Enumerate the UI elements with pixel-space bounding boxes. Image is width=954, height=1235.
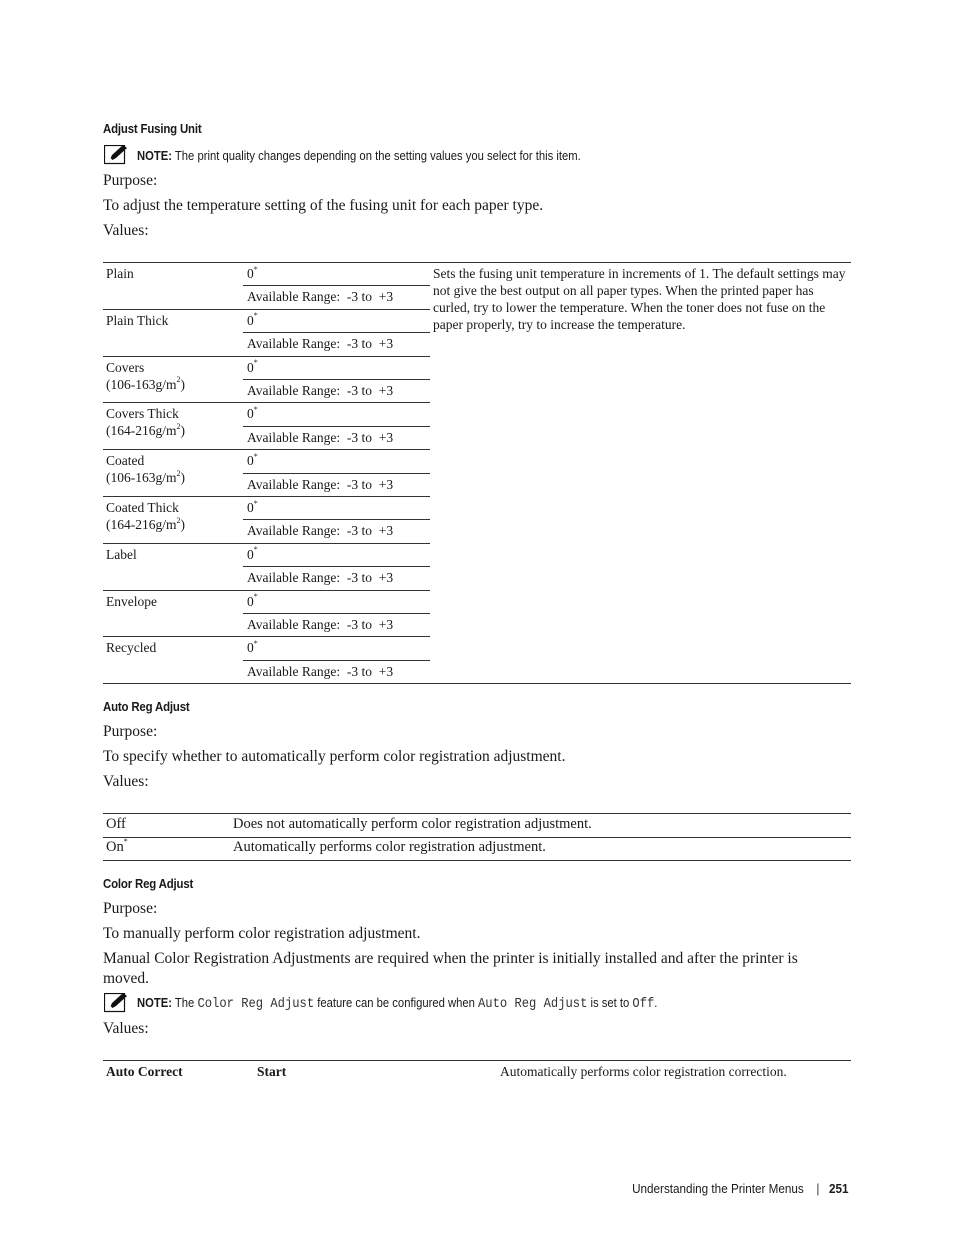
note-label: NOTE:	[137, 149, 173, 163]
default-asterisk: *	[253, 451, 258, 461]
table-rule	[243, 426, 430, 427]
default-asterisk: *	[253, 498, 258, 508]
paper-weight-range: (106-163g/m	[106, 376, 177, 392]
available-range: Available Range: -3 to +3	[247, 289, 394, 304]
table-rule	[243, 566, 430, 567]
paper-weight	[106, 469, 246, 486]
code-off: Off	[632, 997, 655, 1012]
purpose-label: Purpose:	[103, 723, 158, 740]
table-rule	[103, 449, 430, 450]
table-rule	[103, 813, 851, 814]
menu-item-value: Start	[257, 1064, 287, 1079]
superscript-2: 2	[176, 421, 181, 431]
available-range: Available Range: -3 to +3	[247, 617, 394, 632]
paragraph: Manual Color Registration Adjustments are required when the printer is initially installed and after the printer is moved.	[103, 950, 798, 987]
default-asterisk: *	[253, 404, 258, 414]
default-value	[247, 359, 258, 376]
superscript-2: 2	[176, 375, 181, 385]
paper-weight-close: )	[180, 470, 185, 486]
paper-type-name: Covers Thick	[106, 406, 179, 422]
table-row	[106, 816, 126, 833]
option-name: On	[106, 839, 124, 855]
default-value	[247, 593, 258, 610]
default-asterisk: *	[253, 638, 258, 648]
available-range: Available Range: -3 to +3	[247, 523, 394, 538]
paper-type-name: Plain Thick	[106, 312, 169, 328]
option-description: Automatically performs color registration adjustment.	[233, 839, 546, 855]
footer-title: Understanding the Printer Menus	[632, 1181, 804, 1196]
page-number: 251	[829, 1181, 849, 1196]
paper-weight-range: (164-216g/m	[106, 517, 177, 532]
note	[137, 149, 581, 163]
values-label: Values:	[103, 222, 149, 239]
default-value-number: 0	[247, 640, 254, 656]
paper-type-cell	[106, 593, 246, 610]
default-value-number: 0	[247, 312, 254, 328]
available-range: Available Range: -3 to +3	[247, 477, 394, 492]
fusing-description: Sets the fusing unit temperature in increments of 1. The default settings may not give the best output on all paper types. When the printed paper has curled, try to lower the temperature. When the toner does not fuse on the paper properly, try to increase the temperature.	[433, 266, 846, 332]
paper-weight	[106, 516, 246, 533]
default-value-number: 0	[247, 266, 254, 281]
paper-type-cell	[106, 639, 246, 656]
table-rule	[103, 860, 851, 861]
table-rule	[103, 1060, 851, 1061]
purpose-label: Purpose:	[103, 172, 158, 189]
option-description: Does not automatically perform color registration adjustment.	[233, 816, 592, 832]
code-auto-reg-adjust: Auto Reg Adjust	[478, 997, 588, 1012]
note-text: The print quality changes depending on the setting values you select for this item.	[174, 149, 581, 163]
paper-type-name: Plain	[106, 266, 134, 281]
purpose-text: To specify whether to automatically perform color registration adjustment.	[103, 748, 566, 765]
paper-type-cell	[106, 499, 246, 533]
section-heading: Color Reg Adjust	[103, 876, 194, 891]
default-value-number: 0	[247, 359, 254, 375]
paper-weight-close: )	[180, 423, 185, 439]
section-heading: Auto Reg Adjust	[103, 699, 190, 714]
purpose-label: Purpose:	[103, 900, 158, 917]
default-value-number: 0	[247, 546, 254, 562]
default-value	[247, 405, 258, 422]
paper-weight-range: (106-163g/m	[106, 470, 177, 486]
paper-type-cell	[106, 546, 246, 563]
menu-item-name: Auto Correct	[106, 1064, 183, 1079]
table-rule	[243, 660, 430, 661]
default-asterisk: *	[123, 837, 128, 847]
default-value	[247, 546, 258, 563]
note-text: feature can be configured when	[317, 996, 475, 1010]
default-value-number: 0	[247, 453, 254, 469]
note-period: .	[654, 996, 658, 1010]
default-value-number: 0	[247, 500, 254, 515]
default-asterisk: *	[253, 545, 258, 555]
default-asterisk: *	[253, 358, 258, 368]
table-rule	[103, 636, 430, 637]
paper-type-name: Envelope	[106, 593, 157, 609]
table-rule	[103, 402, 430, 403]
code-color-reg-adjust: Color Reg Adjust	[197, 997, 315, 1012]
default-value-number: 0	[247, 593, 254, 609]
paper-type-name: Recycled	[106, 640, 157, 656]
paper-type-name: Label	[106, 546, 137, 562]
note-text: is set to	[590, 996, 630, 1010]
default-value-number: 0	[247, 406, 254, 422]
table-rule	[243, 332, 430, 333]
superscript-2: 2	[176, 468, 181, 478]
note-label: NOTE:	[137, 996, 173, 1010]
table-rule	[243, 285, 430, 286]
available-range: Available Range: -3 to +3	[247, 664, 394, 679]
available-range: Available Range: -3 to +3	[247, 336, 394, 351]
paper-type-name: Covers	[106, 359, 145, 375]
table-rule	[103, 496, 430, 497]
default-value	[247, 312, 258, 329]
note-text: The	[174, 996, 195, 1010]
table-rule	[103, 837, 851, 838]
paper-type-cell	[106, 312, 246, 329]
available-range: Available Range: -3 to +3	[247, 383, 394, 398]
table-rule	[103, 543, 430, 544]
default-asterisk: *	[253, 264, 258, 274]
table-rule	[243, 379, 430, 380]
table-rule	[103, 590, 430, 591]
table-rule	[243, 519, 430, 520]
option-name: Off	[106, 816, 126, 832]
paper-weight	[106, 376, 246, 393]
default-value	[247, 265, 258, 282]
paper-weight-range: (164-216g/m	[106, 423, 177, 439]
default-value	[247, 499, 258, 516]
paper-type-cell	[106, 452, 246, 486]
values-label: Values:	[103, 773, 149, 790]
default-value	[247, 639, 258, 656]
paper-weight-close: )	[180, 376, 185, 392]
table-rule	[103, 262, 851, 263]
paper-type-cell	[106, 405, 246, 439]
superscript-2: 2	[176, 515, 181, 525]
note-pencil-icon	[104, 993, 128, 1013]
available-range: Available Range: -3 to +3	[247, 430, 394, 445]
values-label: Values:	[103, 1020, 149, 1037]
table-rule	[103, 356, 430, 357]
default-value	[247, 452, 258, 469]
table-rule	[243, 473, 430, 474]
footer-separator: |	[816, 1181, 820, 1196]
table-rule	[243, 613, 430, 614]
available-range: Available Range: -3 to +3	[247, 570, 394, 585]
note-pencil-icon	[104, 145, 128, 165]
note	[137, 996, 657, 1012]
table-rule	[103, 309, 430, 310]
menu-item-description: Automatically performs color registration correction.	[500, 1064, 787, 1079]
section-heading: Adjust Fusing Unit	[103, 121, 202, 136]
paper-type-cell	[106, 265, 246, 282]
paper-weight-close: )	[180, 517, 185, 532]
purpose-text: To manually perform color registration adjustment.	[103, 925, 421, 942]
paper-type-name: Coated Thick	[106, 500, 179, 515]
default-asterisk: *	[253, 311, 258, 321]
paper-type-name: Coated	[106, 453, 145, 469]
paper-type-cell	[106, 359, 246, 393]
paper-weight	[106, 422, 246, 439]
purpose-text: To adjust the temperature setting of the fusing unit for each paper type.	[103, 197, 544, 214]
default-asterisk: *	[253, 592, 258, 602]
table-rule	[103, 683, 851, 684]
table-row	[106, 839, 128, 856]
